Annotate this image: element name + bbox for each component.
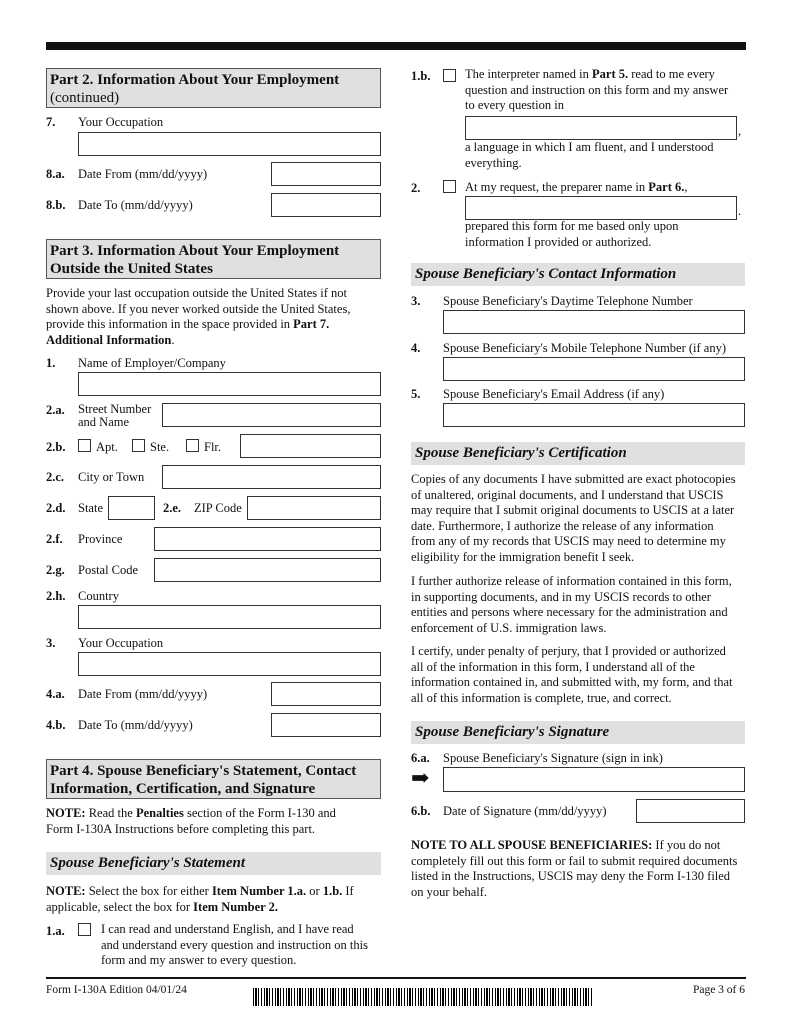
- q1a-line1: I can read and understand English, and I have read: [101, 922, 354, 936]
- q2f-number: 2.f.: [46, 532, 63, 546]
- q1b-line2: question and instruction on this form and my answer: [465, 82, 729, 97]
- cert-p3-line3: information contained in, and submitted with, my form, and that: [411, 675, 733, 689]
- q2g-label: Postal Code: [78, 563, 139, 577]
- q1b-after-line1: a language in which I am fluent, and I understood: [465, 140, 714, 154]
- cert-p2-line2: in supporting documents, and in my USCIS records to other: [411, 589, 711, 604]
- final-note: [411, 838, 751, 900]
- daytime-phone-label: Spouse Beneficiary's Daytime Telephone Number: [443, 294, 693, 308]
- part4-note-line1: [46, 806, 386, 822]
- occupation-field[interactable]: [78, 132, 381, 156]
- q2c-number: 2.c.: [46, 470, 65, 484]
- signature-header: Spouse Beneficiary's Signature: [411, 721, 745, 744]
- part3-title-line1: Part 3. Information About Your Employment: [50, 243, 340, 259]
- part4-title-line1: Part 4. Spouse Beneficiary's Statement, Contact: [50, 763, 357, 779]
- additional-info-reference: Additional Information: [46, 332, 172, 347]
- q4-right-number: 4.: [411, 341, 421, 355]
- q7-number: 7.: [46, 115, 56, 129]
- q1b-line1-post: read to me every: [628, 67, 715, 81]
- cert-p1-line3: may require that I submit original documents to USCIS at a later: [411, 503, 735, 517]
- q2e-label: ZIP Code: [194, 501, 242, 515]
- state-field[interactable]: [108, 496, 155, 520]
- item-1a-reference: Item Number 1.a.: [211, 884, 307, 898]
- q3-right-number: 3.: [411, 294, 421, 308]
- ste-label: Ste.: [150, 440, 170, 454]
- part4-note-post: section of the Form I-130 and: [183, 806, 336, 820]
- cert-p2-line4: enforcement of U.S. immigration laws.: [411, 620, 607, 635]
- q8a-number: 8.a.: [46, 167, 65, 181]
- item-2-reference: Item Number 2.: [193, 899, 278, 914]
- q2a-number: 2.a.: [46, 403, 65, 417]
- daytime-phone-field[interactable]: [443, 310, 745, 334]
- q4a-label: Date From (mm/dd/yyyy): [78, 687, 208, 701]
- q1b-line1: [465, 67, 750, 83]
- certification-para-1: [411, 472, 751, 565]
- q6a-number: 6.a.: [411, 751, 430, 765]
- part2-header: [46, 68, 381, 108]
- part4-note: [46, 806, 386, 837]
- arrow-right-icon: ➡: [411, 765, 430, 790]
- q1b-number: 1.b.: [411, 69, 431, 83]
- part3-intro-line4: [46, 333, 386, 349]
- outside-occupation-field[interactable]: [78, 652, 381, 676]
- signature-field[interactable]: [443, 767, 745, 792]
- date-from-field[interactable]: [271, 162, 381, 186]
- top-rule: [46, 42, 746, 50]
- note-label: NOTE:: [46, 806, 86, 820]
- part2-continued: (continued): [50, 90, 120, 106]
- statement-header: Spouse Beneficiary's Statement: [46, 852, 381, 875]
- part4-header: [46, 759, 381, 799]
- q3-number: 3.: [46, 636, 56, 650]
- q8b-number: 8.b.: [46, 198, 66, 212]
- final-note-line2: completely fill out this form or fail to submit required documents: [411, 853, 738, 868]
- statement-note-post: If: [342, 884, 354, 898]
- part3-intro-period: .: [171, 332, 175, 347]
- part3-title-line2: Outside the United States: [50, 261, 213, 277]
- q2b-number: 2.b.: [46, 440, 66, 454]
- q2h-number: 2.h.: [46, 589, 66, 603]
- city-field[interactable]: [162, 465, 381, 489]
- q2h-label: Country: [78, 589, 119, 603]
- country-field[interactable]: [78, 605, 381, 629]
- item-1b-reference: 1.b.: [322, 884, 343, 898]
- part2-title: Part 2. Information About Your Employment: [50, 72, 340, 88]
- employer-name-field[interactable]: [78, 372, 381, 396]
- q4a-number: 4.a.: [46, 687, 65, 701]
- q2-line1-text: At my request, the preparer name in: [465, 180, 649, 194]
- page-number: Page 3 of 6: [692, 984, 745, 996]
- mobile-phone-label: Spouse Beneficiary's Mobile Telephone Number (if any): [443, 341, 727, 355]
- part6-reference: Part 6.: [648, 180, 685, 194]
- q2d-label: State: [78, 501, 103, 515]
- certification-para-3: [411, 644, 751, 706]
- part3-header: [46, 239, 381, 279]
- cert-p3-line4: all of this information is complete, true, and correct.: [411, 690, 672, 705]
- q3-label: Your Occupation: [78, 636, 164, 650]
- q2-after-line1: prepared this form for me based only upon: [465, 219, 679, 233]
- language-comma: ,: [738, 124, 742, 138]
- barcode: [253, 988, 593, 1006]
- cert-p1-line5: from any of my records that USCIS may need to determine my: [411, 534, 726, 548]
- part3-intro-line2: shown above. If you never worked outside the United States,: [46, 301, 351, 316]
- statement-note-line2: [46, 900, 386, 916]
- apt-label: Apt.: [96, 440, 118, 454]
- q4b-number: 4.b.: [46, 718, 66, 732]
- q2e-number: 2.e.: [163, 501, 182, 515]
- outside-date-from-field[interactable]: [271, 682, 381, 706]
- interpreter-checkbox[interactable]: [443, 69, 456, 82]
- q2-line1: [465, 180, 688, 194]
- q1a-line3: form and my answer to every question.: [101, 953, 297, 967]
- q1-number: 1.: [46, 356, 56, 370]
- q7-label: Your Occupation: [78, 115, 164, 129]
- q1-label: Name of Employer/Company: [78, 356, 226, 370]
- part4-note-pre: Read the: [85, 806, 136, 820]
- date-to-field[interactable]: [271, 193, 381, 217]
- flr-label: Flr.: [204, 440, 222, 454]
- q1b-line3: to every question in: [465, 98, 564, 112]
- q1b-after-line2: everything.: [465, 155, 522, 170]
- unit-number-field[interactable]: [240, 434, 381, 458]
- part5-reference: Part 5.: [592, 67, 629, 81]
- q5-right-number: 5.: [411, 387, 421, 401]
- signature-label: Spouse Beneficiary's Signature (sign in ink): [443, 751, 663, 765]
- q2a-label-line1: Street Number: [78, 402, 152, 416]
- cert-p3-line1: I certify, under penalty of perjury, that I provided or authorized: [411, 644, 726, 658]
- postal-code-field[interactable]: [154, 558, 381, 582]
- footer-rule: [46, 977, 746, 979]
- province-field[interactable]: [154, 527, 381, 551]
- contact-info-header: Spouse Beneficiary's Contact Information: [411, 263, 745, 286]
- penalties-reference: Penalties: [135, 806, 184, 820]
- cert-p2-line3: entities and persons where necessary for the administration and: [411, 605, 728, 619]
- certification-para-2: [411, 574, 751, 636]
- preparer-period: .: [738, 204, 742, 218]
- signature-date-label: Date of Signature (mm/dd/yyyy): [443, 804, 607, 818]
- statement-note: [46, 884, 386, 915]
- q2-line1-post: ,: [684, 180, 688, 194]
- language-field[interactable]: [465, 116, 737, 140]
- cert-p2-line1: I further authorize release of information contained in this form,: [411, 574, 732, 588]
- q8a-label: Date From (mm/dd/yyyy): [78, 167, 208, 181]
- final-note-line1: [411, 838, 751, 854]
- email-label: Spouse Beneficiary's Email Address (if any): [443, 387, 665, 401]
- street-field[interactable]: [162, 403, 381, 427]
- statement-note-pre: Select the box for either: [85, 884, 212, 898]
- part3-intro-line3: [46, 317, 386, 333]
- preparer-checkbox[interactable]: [443, 180, 456, 193]
- apt-checkbox[interactable]: [78, 439, 91, 452]
- q1a-text: [101, 922, 386, 969]
- cert-p1-line2: of unaltered, original documents, and I understand that USCIS: [411, 487, 724, 502]
- part4-title-line2: Information, Certification, and Signature: [50, 781, 316, 797]
- q2a-label-line2: and Name: [78, 415, 130, 429]
- q8b-label: Date To (mm/dd/yyyy): [78, 198, 193, 212]
- flr-checkbox[interactable]: [186, 439, 199, 452]
- statement-note-line2-text: applicable, select the box for: [46, 899, 194, 914]
- q1b-text: [465, 67, 750, 114]
- final-note-line3: listed in the Instructions, USCIS may deny the Form I-130 filed: [411, 869, 731, 883]
- preparer-name-field[interactable]: [465, 196, 737, 220]
- statement-note-label: NOTE:: [46, 884, 86, 898]
- q1b-line1-text: The interpreter named in: [465, 67, 593, 81]
- part3-intro: [46, 286, 386, 348]
- final-note-line4: on your behalf.: [411, 884, 488, 899]
- cert-p1-line1: Copies of any documents I have submitted are exact photocopies: [411, 472, 736, 486]
- final-note-label: NOTE TO ALL SPOUSE BENEFICIARIES:: [411, 838, 653, 852]
- part4-note-line2: Form I-130A Instructions before completing this part.: [46, 821, 316, 836]
- q2g-number: 2.g.: [46, 563, 65, 577]
- outside-date-to-field[interactable]: [271, 713, 381, 737]
- q2d-number: 2.d.: [46, 501, 66, 515]
- q6b-number: 6.b.: [411, 804, 431, 818]
- q4b-label: Date To (mm/dd/yyyy): [78, 718, 193, 732]
- final-note-line1-text: If you do not: [652, 838, 721, 852]
- cert-p1-line6: eligibility for the immigration benefit I seek.: [411, 549, 635, 564]
- english-checkbox[interactable]: [78, 923, 91, 936]
- part3-intro-line3-text: provide this information in the space provided in: [46, 317, 294, 331]
- q2-after: [465, 219, 750, 250]
- form-edition: Form I-130A Edition 04/01/24: [46, 984, 187, 996]
- mobile-phone-field[interactable]: [443, 357, 745, 381]
- cert-p3-line2: all of the information in this form, I understand all of the: [411, 659, 695, 674]
- q1b-after: [465, 140, 750, 171]
- statement-note-line1: [46, 884, 386, 900]
- ste-checkbox[interactable]: [132, 439, 145, 452]
- certification-header: Spouse Beneficiary's Certification: [411, 442, 745, 465]
- q1a-number: 1.a.: [46, 924, 65, 938]
- email-field[interactable]: [443, 403, 745, 427]
- q2c-label: City or Town: [78, 470, 145, 484]
- q2-after-line2: information I provided or authorized.: [465, 234, 652, 249]
- part7-reference: Part 7.: [293, 317, 330, 331]
- statement-note-or: or: [306, 884, 323, 898]
- signature-date-field[interactable]: [636, 799, 745, 823]
- cert-p1-line4: date. Furthermore, I authorize the release of any information: [411, 518, 714, 533]
- q2f-label: Province: [78, 532, 123, 546]
- q2-number: 2.: [411, 181, 421, 195]
- part3-intro-line1: Provide your last occupation outside the United States if not: [46, 286, 347, 300]
- q1a-line2: and understand every question and instruction on this: [101, 937, 368, 952]
- zip-field[interactable]: [247, 496, 381, 520]
